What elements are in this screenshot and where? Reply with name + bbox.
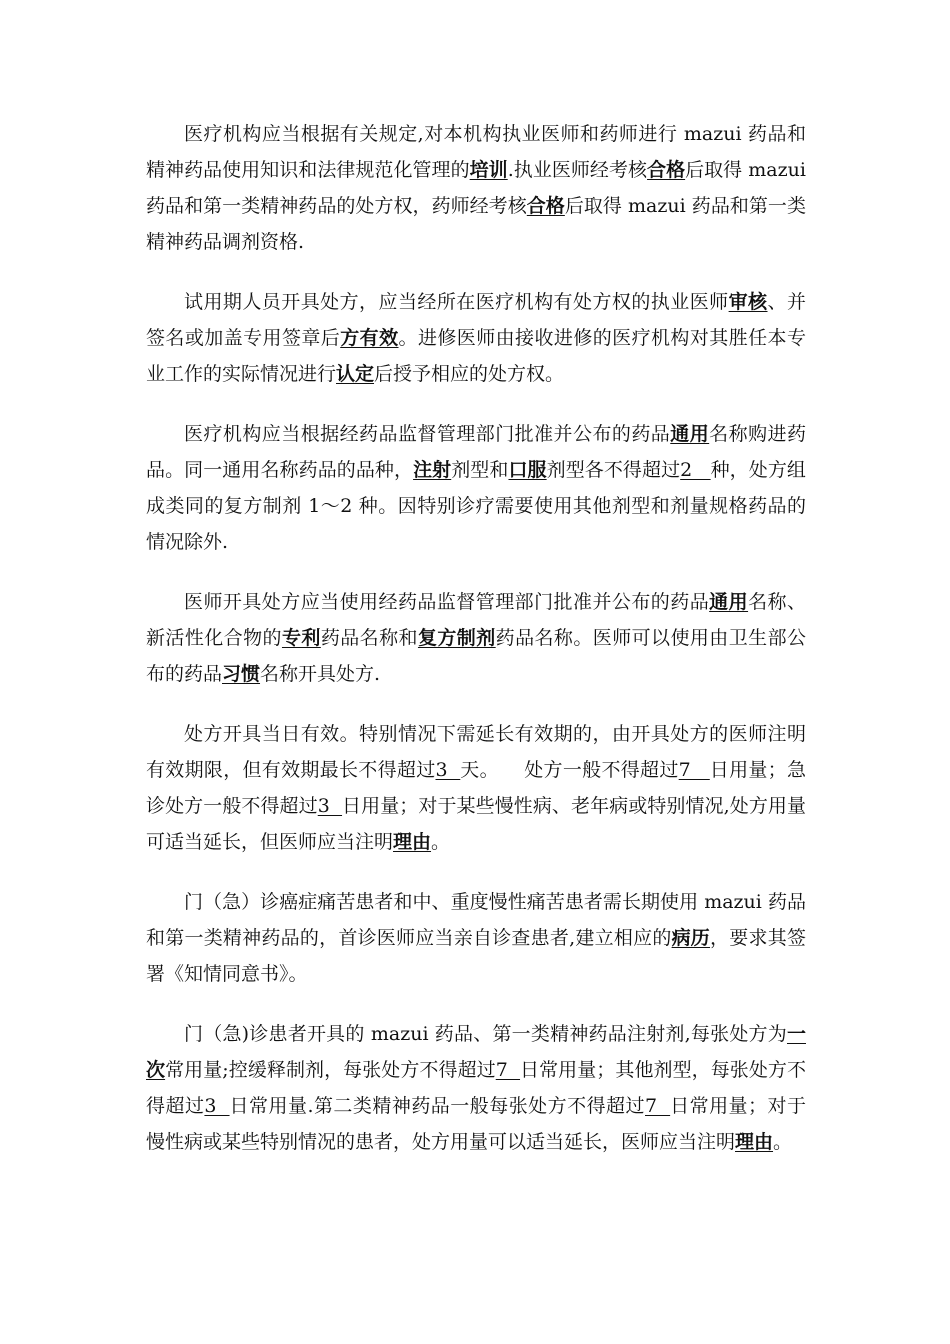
text-run: 门（急）诊癌症痛苦患者和中、重度慢性痛苦患者需长期使用 mazui 药品和第一类精神药品的，首诊医师应当亲自诊查患者,建立相应的 [146,891,806,949]
text-run: 医师开具处方应当使用经药品监督管理部门批准并公布的药品 [184,591,710,613]
keyword-underlined: 合格 [647,159,686,181]
text-run: 日用量；急诊处方一般不得超过 [146,759,806,817]
fill-blank-answer: 7 [645,1095,671,1117]
paragraph-4 [146,584,806,692]
text-run: 剂型各不得超过 [546,459,681,481]
text-run: 名称、新活性化合物的 [146,591,806,649]
paragraph-6 [146,884,806,992]
text-run: 后取得 mazui 药品和第一类精神药品调剂资格. [146,195,806,253]
text-run: 名称购进药品。同一通用名称药品的品种， [146,423,806,481]
text-run: 名称开具处方. [260,663,381,685]
fill-blank-answer: 3 [317,795,343,817]
keyword-underlined: 审核 [728,291,768,313]
document-body [146,116,806,1184]
text-run: 日用量；对于某些慢性病、老年病或特别情况,处方用量可适当延长，但医师应当注明 [146,795,806,853]
keyword-underlined: 复方制剂 [417,627,496,649]
text-run: 门（急)诊患者开具的 mazui 药品、第一类精神药品注射剂,每张处方为 [184,1023,787,1045]
text-run: 、并签名或加盖专用签章后 [146,291,806,349]
text-run: ，要求其签署《知情同意书》。 [146,927,806,985]
text-run: 日常用量；对于慢性病或某些特别情况的患者，处方用量可以适当延长，医师应当注明 [146,1095,806,1153]
keyword-underlined: 理由 [735,1131,774,1153]
paragraph-2 [146,284,806,392]
paragraph-7 [146,1016,806,1160]
text-run: 日常用量.第二类精神药品一般每张处方不得超过 [229,1095,646,1117]
fill-blank-answer: 3 [204,1095,230,1117]
text-run: .执业医师经考核 [507,159,648,181]
text-run: 后授予相应的处方权。 [374,363,565,385]
paragraph-1 [146,116,806,260]
text-run: 医疗机构应当根据经药品监督管理部门批准并公布的药品 [184,423,671,445]
fill-blank-answer: 7 [678,759,710,781]
keyword-underlined: 方有效 [340,327,399,349]
keyword-underlined: 合格 [526,195,565,217]
keyword-underlined: 通用 [670,423,710,445]
text-run: 。进修医师由接收进修的医疗机构对其胜任本专业工作的实际情况进行 [146,327,806,385]
text-run: 剂型和 [451,459,509,481]
text-run: 。 [773,1131,793,1153]
paragraph-5 [146,716,806,860]
keyword-underlined: 专利 [281,627,321,649]
keyword-underlined: 病历 [671,927,711,949]
keyword-underlined: 一次 [146,1023,806,1081]
text-run: 处方开具当日有效。特别情况下需延长有效期的，由开具处方的医师注明有效期限，但有效期最长不得超过 [146,723,806,781]
keyword-underlined: 理由 [393,831,432,853]
text-run: 药品名称。医师可以使用由卫生部公布的药品 [146,627,806,685]
keyword-underlined: 习惯 [222,663,261,685]
text-run: 天。 处方一般不得超过 [460,759,679,781]
text-run: 后取得 mazui 药品和第一类精神药品的处方权，药师经考核 [146,159,806,217]
text-run: 。 [431,831,451,853]
keyword-underlined: 培训 [469,159,508,181]
paragraph-3 [146,416,806,560]
fill-blank-answer: 2 [680,459,711,481]
text-run: 种，处方组成类同的复方制剂 1～2 种。因特别诊疗需要使用其他剂型和剂量规格药品的情况除外. [146,459,806,553]
text-run: 医疗机构应当根据有关规定,对本机构执业医师和药师进行 mazui 药品和精神药品使用知识和法律规范化管理的 [146,123,806,181]
text-run: 日常用量；其他剂型，每张处方不得超过 [146,1059,806,1117]
keyword-underlined: 口服 [508,459,547,481]
keyword-underlined: 注射 [413,459,452,481]
keyword-underlined: 认定 [336,363,375,385]
keyword-underlined: 通用 [709,591,749,613]
text-run: 试用期人员开具处方，应当经所在医疗机构有处方权的执业医师 [184,291,729,313]
text-run: 常用量;控缓释制剂，每张处方不得超过 [165,1059,496,1081]
fill-blank-answer: 3 [435,759,461,781]
text-run: 药品名称和 [320,627,418,649]
fill-blank-answer: 7 [495,1059,521,1081]
